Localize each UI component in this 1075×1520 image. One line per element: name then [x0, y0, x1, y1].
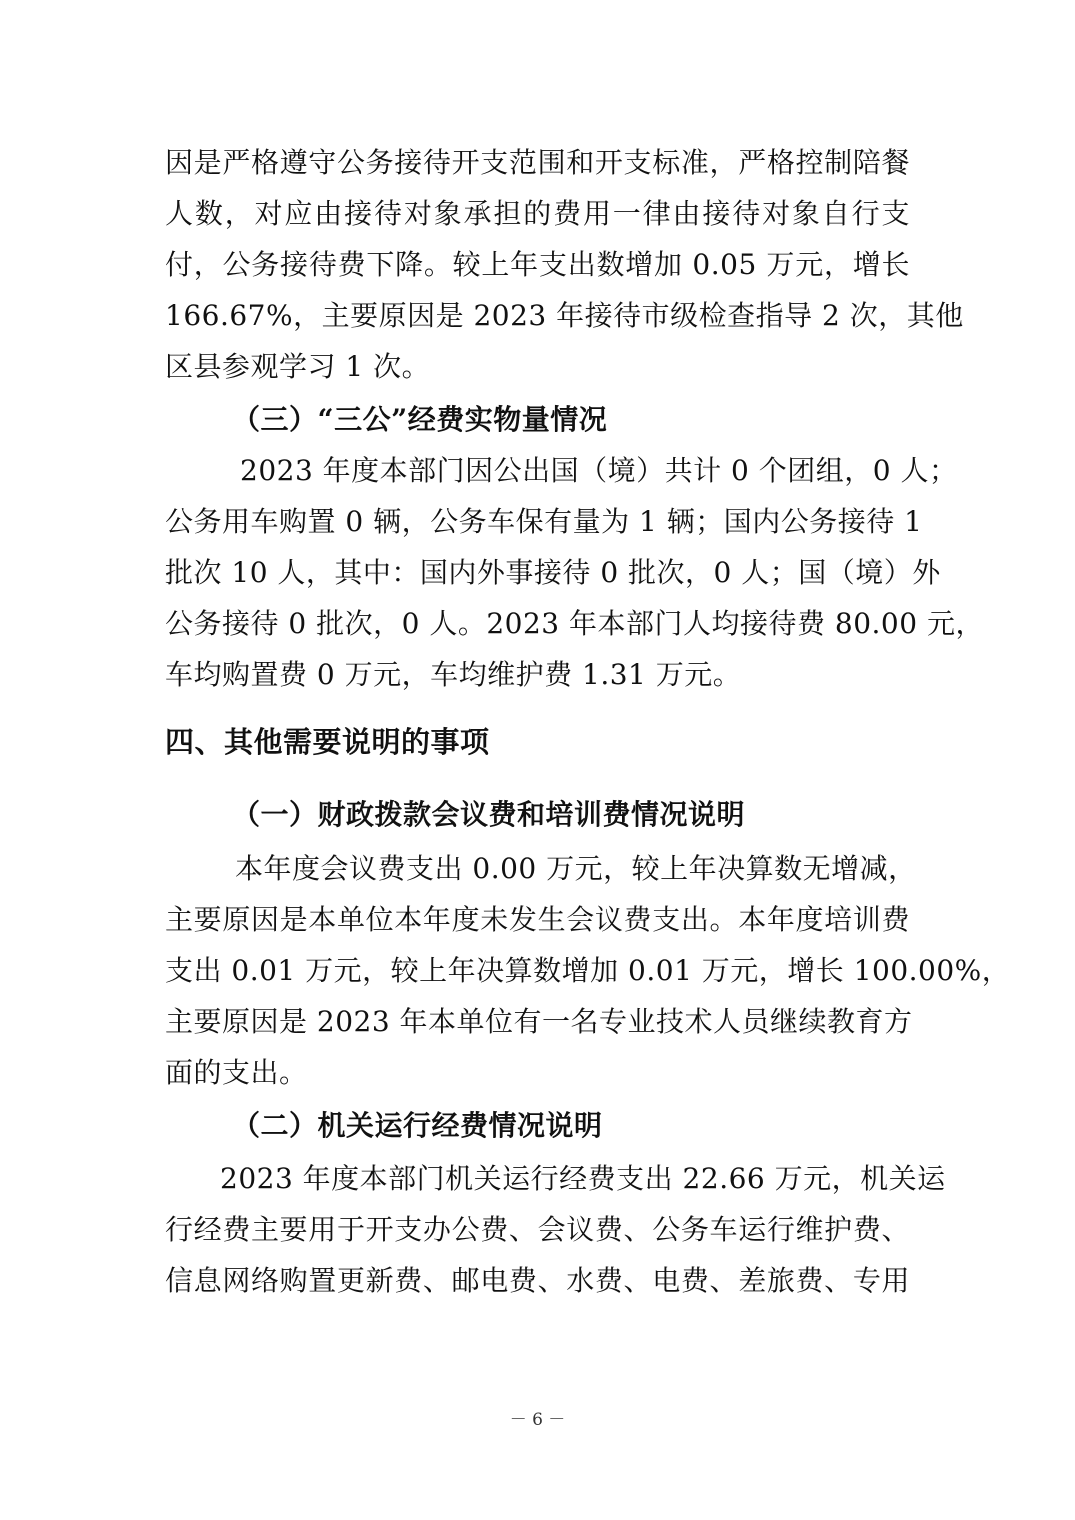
- body-text-line: 区县参观学习 1 次。: [165, 350, 431, 383]
- body-text-line: 车均购置费 0 万元，车均维护费 1.31 万元。: [165, 658, 742, 691]
- subsection-heading: （一）财政拨款会议费和培训费情况说明: [232, 798, 746, 831]
- body-text-line: 166.67%，主要原因是 2023 年接待市级检查指导 2 次，其他: [165, 299, 964, 332]
- body-text-line: 支出 0.01 万元，较上年决算数增加 0.01 万元，增长 100.00%，: [165, 954, 1011, 987]
- body-text-line: 信息网络购置更新费、邮电费、水费、电费、差旅费、专用: [165, 1264, 910, 1297]
- body-text-line: 因是严格遵守公务接待开支范围和开支标准，严格控制陪餐: [165, 146, 910, 179]
- body-text-line: 面的支出。: [165, 1056, 308, 1089]
- body-text-line: 2023 年度本部门因公出国（境）共计 0 个团组，0 人；: [240, 454, 958, 487]
- subsection-heading: （三）“三公”经费实物量情况: [232, 403, 608, 436]
- body-text-line: 2023 年度本部门机关运行经费支出 22.66 万元，机关运: [220, 1162, 946, 1195]
- body-text-line: 主要原因是本单位本年度未发生会议费支出。本年度培训费: [165, 903, 910, 936]
- body-text-line: 行经费主要用于开支办公费、会议费、公务车运行维护费、: [165, 1213, 910, 1246]
- page-number: － 6 －: [509, 1410, 566, 1430]
- subsection-heading: （二）机关运行经费情况说明: [232, 1109, 603, 1142]
- body-text-line: 付，公务接待费下降。较上年支出数增加 0.05 万元，增长: [165, 248, 910, 281]
- body-text-line: 人数，对应由接待对象承担的费用一律由接待对象自行支: [165, 197, 910, 230]
- section-heading: 四、其他需要说明的事项: [165, 725, 490, 759]
- body-text-line: 批次 10 人，其中：国内外事接待 0 批次，0 人；国（境）外: [165, 556, 941, 589]
- body-text-line: 公务接待 0 批次，0 人。2023 年本部门人均接待费 80.00 元，: [165, 607, 984, 640]
- body-text-line: 公务用车购置 0 辆，公务车保有量为 1 辆；国内公务接待 1: [165, 505, 923, 538]
- body-text-line: 本年度会议费支出 0.00 万元，较上年决算数无增减，: [235, 852, 917, 885]
- body-text-line: 主要原因是 2023 年本单位有一名专业技术人员继续教育方: [165, 1005, 913, 1038]
